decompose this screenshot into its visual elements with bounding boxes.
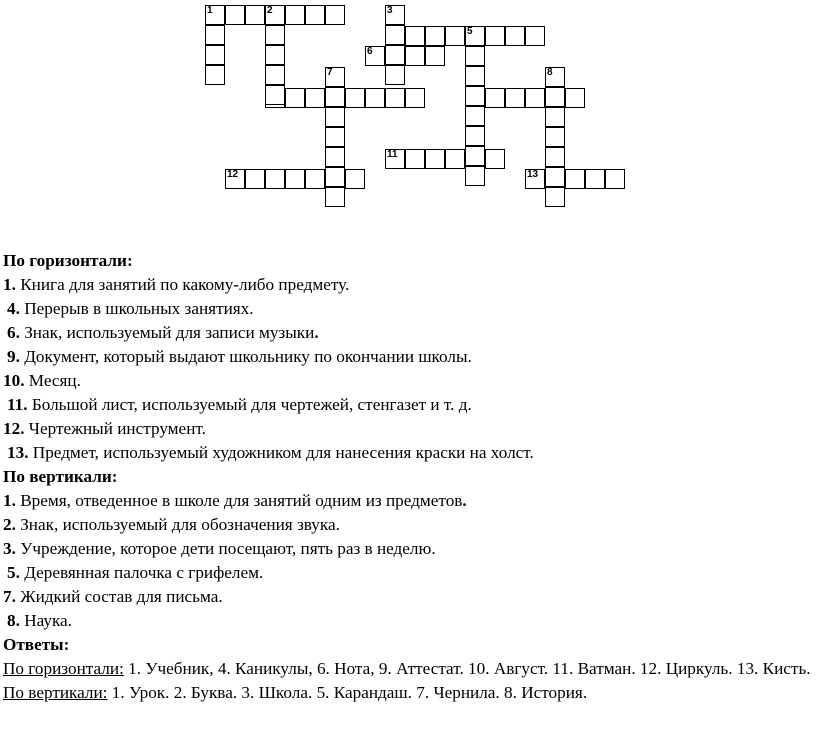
crossword-cell [485,149,505,169]
clue-across-11: 11. Большой лист, используемый для чертежей, стенгазет и т. д. [7,395,472,414]
crossword-cell [265,45,285,65]
crossword-cell [465,26,485,46]
crossword-cell [465,126,485,146]
crossword-cell [285,5,305,25]
crossword-cell [305,5,325,25]
crossword-cell [325,187,345,207]
crossword-cell [525,169,545,189]
crossword-cell [205,45,225,65]
cell-number: 2 [267,5,273,16]
crossword-cell [365,46,385,66]
crossword-cell [305,169,325,189]
clue-across-1: 1. Книга для занятий по какому-либо предмету. [3,275,350,294]
crossword-cell [505,26,525,46]
crossword-cell [325,67,345,87]
crossword-cell [385,45,405,65]
answers-down: По вертикали: 1. Урок. 2. Буква. 3. Школа. 5. Карандаш. 7. Чернила. 8. История. [3,683,588,702]
crossword-text [3,249,813,705]
crossword-cell [545,147,565,167]
crossword-cell [485,88,505,108]
clue-across-6: 6. Знак, используемый для записи музыки. [7,323,319,342]
crossword-cell [425,149,445,169]
crossword-cell [265,169,285,189]
crossword-cell [285,88,305,108]
crossword-cell [385,25,405,45]
cell-number: 5 [467,26,473,37]
cell-number: 8 [547,67,553,78]
crossword-cell [385,5,405,25]
crossword-cell [305,88,325,108]
crossword-cell [585,169,605,189]
answers-across: По горизонтали: 1. Учебник, 4. Каникулы, 6. Нота, 9. Аттестат. 10. Август. 11. Ватман. 12. Циркуль. 13. Кисть. [3,659,811,678]
crossword-cell [425,26,445,46]
crossword-cell [465,146,485,166]
crossword-cell [525,88,545,108]
crossword-cell [465,66,485,86]
crossword-cell [545,187,565,207]
crossword-cell [345,169,365,189]
crossword-cell [425,46,445,66]
answers-heading: Ответы: [3,635,70,654]
crossword-cell [265,85,285,105]
crossword-cell [465,106,485,126]
crossword-cell [265,5,285,25]
crossword-cell [265,25,285,45]
crossword-cell [505,88,525,108]
cell-number: 7 [327,67,333,78]
crossword-cell [265,65,285,85]
clue-across-13: 13. Предмет, используемый художником для нанесения краски на холст. [7,443,534,462]
clue-down-7: 7. Жидкий состав для письма. [3,587,223,606]
crossword-cell [545,167,565,187]
cell-number: 13 [527,169,539,180]
down-heading: По вертикали: [3,467,118,486]
crossword-cell [325,87,345,107]
crossword-cell [325,147,345,167]
crossword-cell [465,166,485,186]
crossword-cell [405,88,425,108]
crossword-cell [205,65,225,85]
clue-down-3: 3. Учреждение, которое дети посещают, пять раз в неделю. [3,539,436,558]
crossword-cell [285,169,305,189]
crossword-cell [405,46,425,66]
crossword-cell [325,167,345,187]
crossword-grid [0,0,816,215]
crossword-cell [385,65,405,85]
crossword-cell [205,25,225,45]
crossword-cell [545,107,565,127]
clue-across-12: 12. Чертежный инструмент. [3,419,206,438]
crossword-cell [205,5,225,25]
crossword-cell [225,169,245,189]
clue-down-2: 2. Знак, используемый для обозначения звука. [3,515,340,534]
clue-across-4: 4. Перерыв в школьных занятиях. [7,299,254,318]
crossword-cell [245,5,265,25]
clue-across-10: 10. Месяц. [3,371,81,390]
cell-number: 3 [387,5,393,16]
crossword-cell [465,46,485,66]
cell-number: 6 [367,46,373,57]
crossword-cell [365,88,385,108]
crossword-cell [385,149,405,169]
clue-down-8: 8. Наука. [7,611,72,630]
crossword-cell [465,86,485,106]
crossword-cell [565,169,585,189]
cell-number: 11 [387,149,398,160]
crossword-cell [605,169,625,189]
crossword-cell [245,169,265,189]
crossword-cell [545,67,565,87]
crossword-cell [325,107,345,127]
clue-down-5: 5. Деревянная палочка с грифелем. [7,563,264,582]
crossword-cell [225,5,245,25]
crossword-cell [545,127,565,147]
crossword-cell [445,149,465,169]
crossword-cell [405,26,425,46]
across-heading: По горизонтали: [3,251,133,270]
crossword-cell [345,88,365,108]
cell-number: 1 [207,5,213,16]
cell-number: 12 [227,169,239,180]
clue-across-9: 9. Документ, который выдают школьнику по окончании школы. [7,347,472,366]
crossword-cell [325,5,345,25]
crossword-cell [565,88,585,108]
crossword-cell [525,26,545,46]
crossword-cell [445,26,465,46]
crossword-cell [485,26,505,46]
crossword-cell [385,88,405,108]
crossword-cell [405,149,425,169]
clue-down-1: 1. Время, отведенное в школе для занятий одним из предметов. [3,491,467,510]
crossword-cell [545,87,565,107]
crossword-cell [325,127,345,147]
